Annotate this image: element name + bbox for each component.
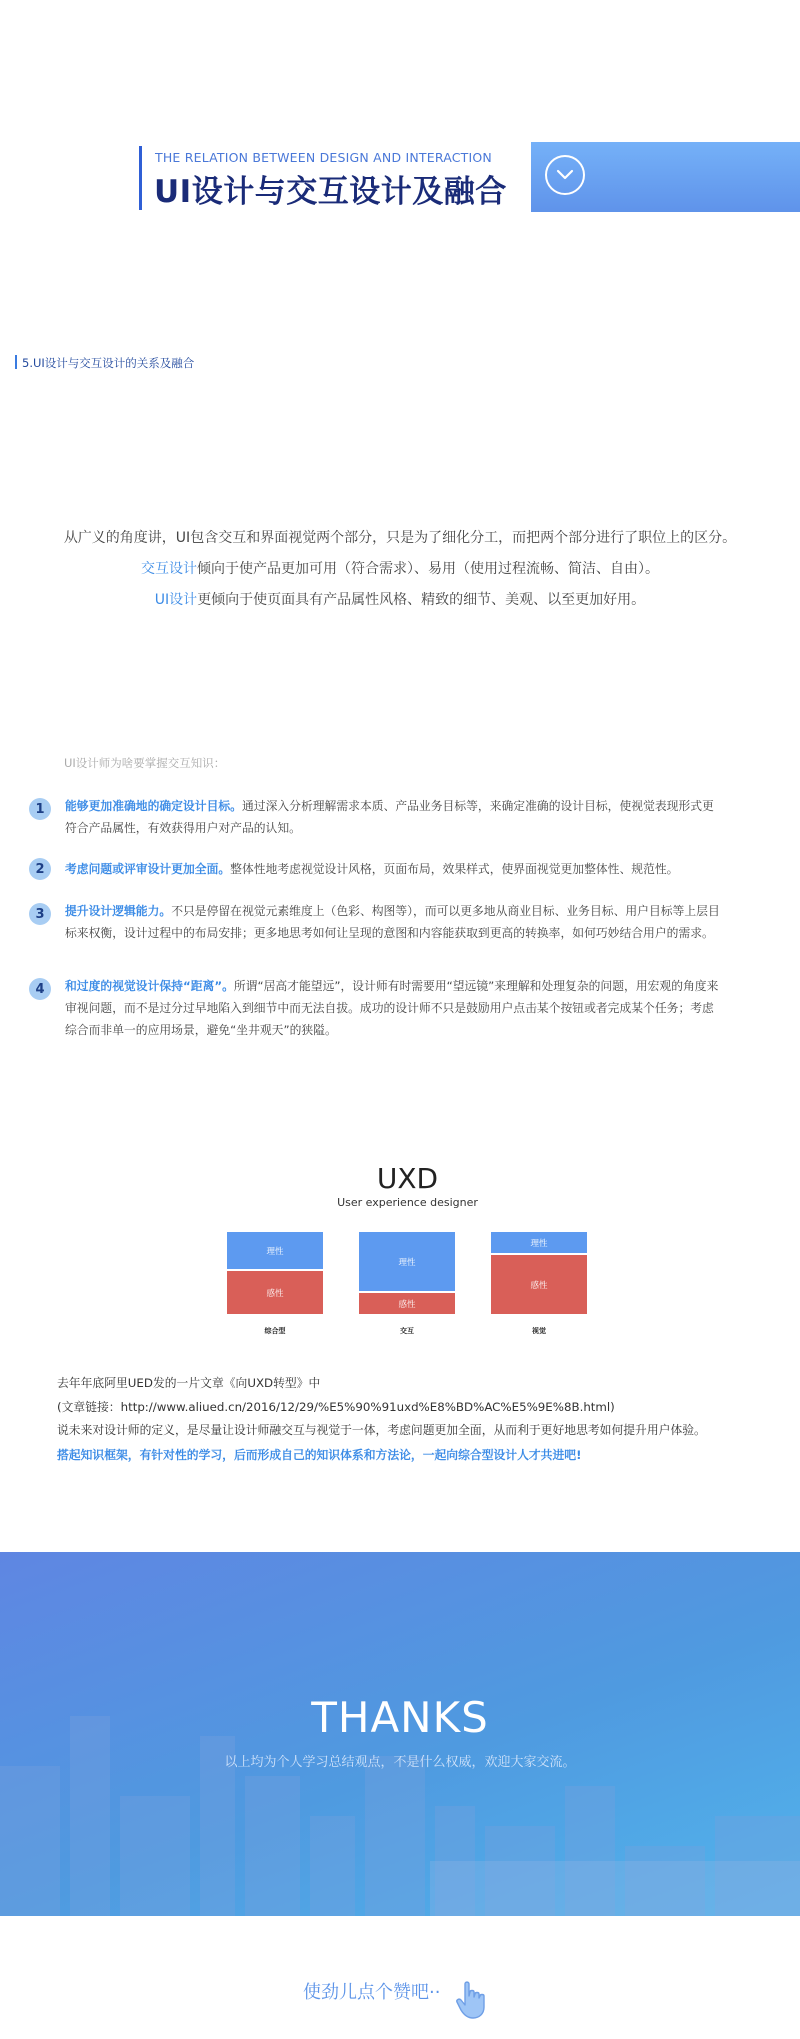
number-badge-3: 3 <box>29 903 51 925</box>
number-badge-4: 4 <box>29 978 51 1000</box>
knowledge-item-3 <box>65 900 725 944</box>
rational-block: 理性 <box>227 1232 323 1269</box>
uxd-column-label: 视觉 <box>532 1327 546 1335</box>
header-accent-bar <box>139 146 142 210</box>
knowledge-item-1-text: 通过深入分析理解需求本质、产品业务目标等，来确定准确的设计目标，使视觉表现形式更符合产品属性，有效获得用户对产品的认知。 <box>65 799 714 835</box>
emotional-block: 感性 <box>227 1271 323 1314</box>
knowledge-item-3-text: 不只是停留在视觉元素维度上（色彩、构图等），而可以更多地从商业目标、业务目标、用户目标等上层目标来权衡，设计过程中的布局安排；更多地思考如何让呈现的意图和内容能获取到更高的转换率，如何巧妙结合用户的需求。 <box>65 904 720 940</box>
section-marker <box>15 355 17 369</box>
thanks-subtitle: 以上均为个人学习总结观点，不是什么权威，欢迎大家交流。 <box>224 1755 576 1770</box>
like-prompt-link[interactable]: 使劲儿点个赞吧·· <box>303 1982 441 2003</box>
intro-line-1: 从广义的角度讲，UI包含交互和界面视觉两个部分，只是为了细化分工，而把两个部分进行了职位上的区分。 <box>63 530 737 546</box>
knowledge-item-2 <box>65 858 725 880</box>
intro-line-2 <box>0 558 800 578</box>
intro-line-3-text: 更倾向于使页面具有产品属性风格、精致的细节、美观、以至更加好用。 <box>197 592 646 608</box>
knowledge-item-4-text: 所谓“居高才能望远”，设计师有时需要用“望远镜”来理解和处理复杂的问题，用宏观的角度来审视问题，而不是过分过早地陷入到细节中而无法自拔。成功的设计师不只是鼓励用户点击某个按钮或者完成某个任务；考虑综合而非单一的应用场景，避免“坐井观天”的狭隘。 <box>65 979 719 1037</box>
intro-line-2-text: 倾向于使产品更加可用（符合需求）、易用（使用过程流畅、简洁、自由）。 <box>197 561 659 577</box>
number-badge-2: 2 <box>29 858 51 880</box>
intro-highlight-interaction: 交互设计 <box>141 561 197 577</box>
uxd-subtitle: User experience designer <box>337 1196 478 1209</box>
thanks-title: THANKS <box>311 1693 489 1742</box>
pointing-hand-icon[interactable] <box>455 1980 489 2024</box>
rational-block: 理性 <box>491 1232 587 1253</box>
knowledge-item-4 <box>65 975 725 1041</box>
chevron-down-circle-icon[interactable] <box>545 155 585 195</box>
article-link-line[interactable]: (文章链接：http://www.aliued.cn/2016/12/29/%E5%90%91uxd%E8%BD%AC%E5%9E%8B.html) <box>57 1400 615 1414</box>
chevron-down-icon <box>556 169 574 181</box>
knowledge-title: UI设计师为啥要掌握交互知识： <box>64 756 226 770</box>
uxd-column-label: 综合型 <box>264 1327 286 1335</box>
knowledge-item-3-highlight: 提升设计逻辑能力。 <box>65 904 172 918</box>
article-line-3: 说未来对设计师的定义，是尽量让设计师融交互与视觉于一体，考虑问题更加全面，从而利于更好地思考如何提升用户体验。 <box>57 1423 706 1437</box>
article-line-1: 去年年底阿里UED发的一片文章《向UXD转型》中 <box>57 1376 321 1390</box>
rational-block: 理性 <box>359 1232 455 1291</box>
emotional-block: 感性 <box>491 1255 587 1314</box>
section-label: 5.UI设计与交互设计的关系及融合 <box>22 356 195 370</box>
knowledge-item-1-highlight: 能够更加准确地的确定设计目标。 <box>65 799 242 813</box>
article-highlight-line: 搭起知识框架，有针对性的学习，后而形成自己的知识体系和方法论，一起向综合型设计人才共进吧! <box>57 1448 582 1462</box>
uxd-column-label: 交互 <box>400 1327 414 1335</box>
emotional-block: 感性 <box>359 1293 455 1314</box>
header-subtitle: THE RELATION BETWEEN DESIGN AND INTERACTION <box>155 150 492 165</box>
page-title: UI设计与交互设计及融合 <box>154 174 507 210</box>
uxd-title: UXD <box>376 1162 439 1195</box>
intro-line-3 <box>0 589 800 609</box>
knowledge-item-4-highlight: 和过度的视觉设计保持“距离”。 <box>65 979 234 993</box>
intro-highlight-ui: UI设计 <box>154 592 198 608</box>
knowledge-item-2-highlight: 考虑问题或评审设计更加全面。 <box>65 862 231 876</box>
knowledge-item-2-text: 整体性地考虑视觉设计风格，页面布局，效果样式，使界面视觉更加整体性、规范性。 <box>230 862 679 876</box>
knowledge-item-1 <box>65 795 725 839</box>
number-badge-1: 1 <box>29 798 51 820</box>
